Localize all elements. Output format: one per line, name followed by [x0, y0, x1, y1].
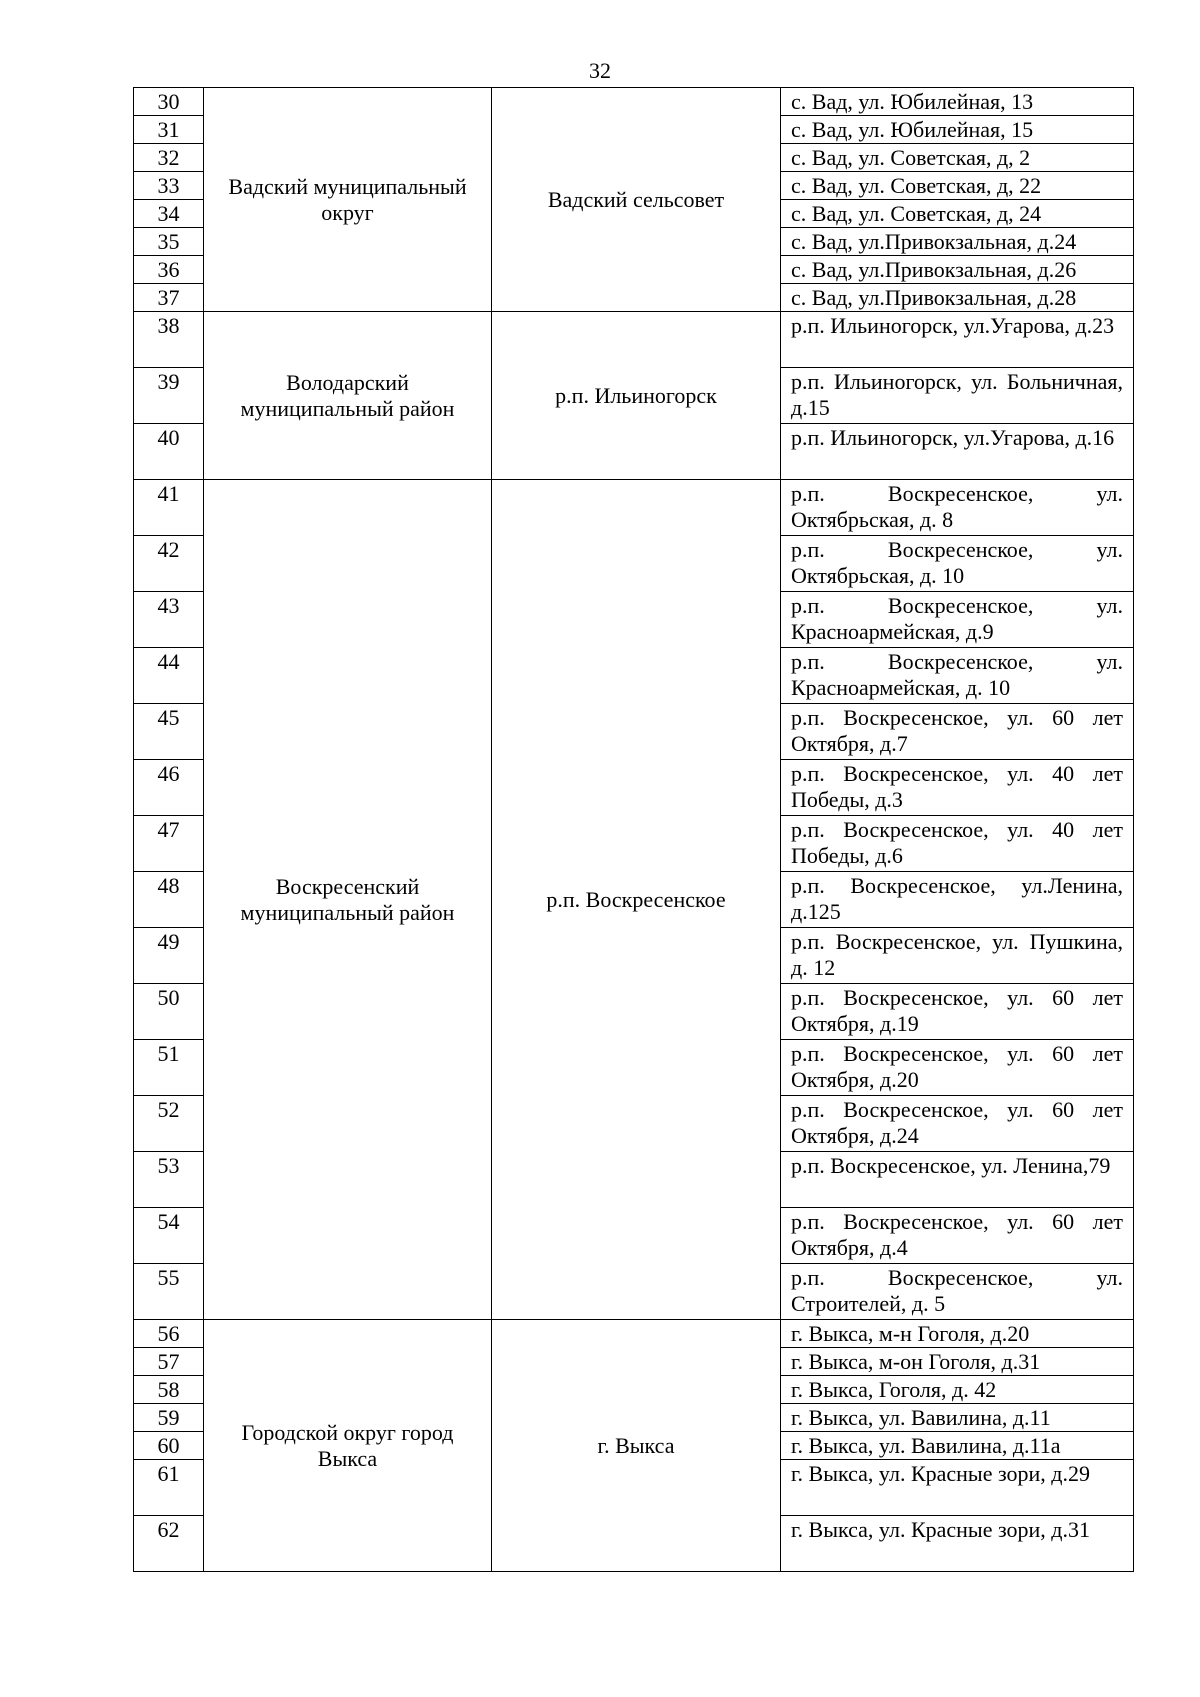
- address-cell: г. Выкса, ул. Красные зори, д.29: [781, 1460, 1134, 1516]
- row-number: 52: [134, 1096, 204, 1152]
- row-number: 31: [134, 116, 204, 144]
- address-cell: р.п. Воскресенское, ул. Красноармейская, д. 10: [781, 648, 1134, 704]
- address-cell: р.п. Воскресенское, ул. 60 лет Октября, д.24: [781, 1096, 1134, 1152]
- row-number: 61: [134, 1460, 204, 1516]
- address-cell: р.п. Ильиногорск, ул. Больничная, д.15: [781, 368, 1134, 424]
- page-number: 32: [589, 58, 611, 83]
- address-cell: г. Выкса, Гоголя, д. 42: [781, 1376, 1134, 1404]
- row-number: 42: [134, 536, 204, 592]
- address-cell: р.п. Воскресенское, ул. 40 лет Победы, д.6: [781, 816, 1134, 872]
- address-cell: р.п. Воскресенское, ул. 60 лет Октября, д.7: [781, 704, 1134, 760]
- address-cell: р.п. Воскресенское, ул. Строителей, д. 5: [781, 1264, 1134, 1320]
- row-number: 45: [134, 704, 204, 760]
- address-cell: р.п. Воскресенское, ул. Красноармейская, д.9: [781, 592, 1134, 648]
- row-number: 34: [134, 200, 204, 228]
- district-cell: Воскресенский муниципальный район: [204, 480, 492, 1320]
- address-cell: с. Вад, ул. Советская, д, 2: [781, 144, 1134, 172]
- address-cell: р.п. Воскресенское, ул. 60 лет Октября, д.20: [781, 1040, 1134, 1096]
- table-row: [134, 480, 1134, 536]
- settlement-cell: р.п. Воскресенское: [492, 480, 781, 1320]
- row-number: 50: [134, 984, 204, 1040]
- row-number: 49: [134, 928, 204, 984]
- table-row: [134, 88, 1134, 116]
- address-cell: р.п. Воскресенское, ул. Октябрьская, д. 10: [781, 536, 1134, 592]
- address-cell: г. Выкса, м-н Гоголя, д.20: [781, 1320, 1134, 1348]
- address-cell: г. Выкса, ул. Вавилина, д.11а: [781, 1432, 1134, 1460]
- address-cell: р.п. Ильиногорск, ул.Угарова, д.23: [781, 312, 1134, 368]
- row-number: 44: [134, 648, 204, 704]
- row-number: 62: [134, 1516, 204, 1572]
- row-number: 47: [134, 816, 204, 872]
- row-number: 33: [134, 172, 204, 200]
- address-cell: р.п. Воскресенское, ул.Ленина, д.125: [781, 872, 1134, 928]
- address-cell: с. Вад, ул.Привокзальная, д.28: [781, 284, 1134, 312]
- address-cell: г. Выкса, ул. Вавилина, д.11: [781, 1404, 1134, 1432]
- row-number: 60: [134, 1432, 204, 1460]
- district-cell: Городской округ город Выкса: [204, 1320, 492, 1572]
- table-row: [134, 1320, 1134, 1348]
- address-cell: р.п. Воскресенское, ул. Пушкина, д. 12: [781, 928, 1134, 984]
- row-number: 32: [134, 144, 204, 172]
- settlement-cell: Вадский сельсовет: [492, 88, 781, 312]
- row-number: 37: [134, 284, 204, 312]
- address-cell: с. Вад, ул. Юбилейная, 13: [781, 88, 1134, 116]
- row-number: 59: [134, 1404, 204, 1432]
- address-cell: р.п. Воскресенское, ул. 60 лет Октября, д.19: [781, 984, 1134, 1040]
- address-cell: р.п. Воскресенское, ул. 60 лет Октября, д.4: [781, 1208, 1134, 1264]
- settlement-cell: г. Выкса: [492, 1320, 781, 1572]
- row-number: 46: [134, 760, 204, 816]
- district-cell: Володарский муниципальный район: [204, 312, 492, 480]
- row-number: 57: [134, 1348, 204, 1376]
- row-number: 40: [134, 424, 204, 480]
- address-cell: г. Выкса, м-он Гоголя, д.31: [781, 1348, 1134, 1376]
- address-cell: г. Выкса, ул. Красные зори, д.31: [781, 1516, 1134, 1572]
- row-number: 48: [134, 872, 204, 928]
- row-number: 53: [134, 1152, 204, 1208]
- row-number: 58: [134, 1376, 204, 1404]
- row-number: 35: [134, 228, 204, 256]
- row-number: 30: [134, 88, 204, 116]
- address-cell: с. Вад, ул. Юбилейная, 15: [781, 116, 1134, 144]
- row-number: 39: [134, 368, 204, 424]
- table-row: [134, 312, 1134, 368]
- settlement-cell: р.п. Ильиногорск: [492, 312, 781, 480]
- polling-stations-table: [133, 87, 1134, 1572]
- address-cell: с. Вад, ул. Советская, д, 24: [781, 200, 1134, 228]
- address-cell: р.п. Воскресенское, ул. Октябрьская, д. 8: [781, 480, 1134, 536]
- address-cell: с. Вад, ул. Советская, д, 22: [781, 172, 1134, 200]
- row-number: 43: [134, 592, 204, 648]
- row-number: 41: [134, 480, 204, 536]
- row-number: 54: [134, 1208, 204, 1264]
- row-number: 51: [134, 1040, 204, 1096]
- row-number: 55: [134, 1264, 204, 1320]
- address-cell: р.п. Ильиногорск, ул.Угарова, д.16: [781, 424, 1134, 480]
- address-cell: р.п. Воскресенское, ул. Ленина,79: [781, 1152, 1134, 1208]
- row-number: 56: [134, 1320, 204, 1348]
- district-cell: Вадский муниципальный округ: [204, 88, 492, 312]
- row-number: 36: [134, 256, 204, 284]
- address-cell: р.п. Воскресенское, ул. 40 лет Победы, д.3: [781, 760, 1134, 816]
- address-cell: с. Вад, ул.Привокзальная, д.26: [781, 256, 1134, 284]
- row-number: 38: [134, 312, 204, 368]
- address-cell: с. Вад, ул.Привокзальная, д.24: [781, 228, 1134, 256]
